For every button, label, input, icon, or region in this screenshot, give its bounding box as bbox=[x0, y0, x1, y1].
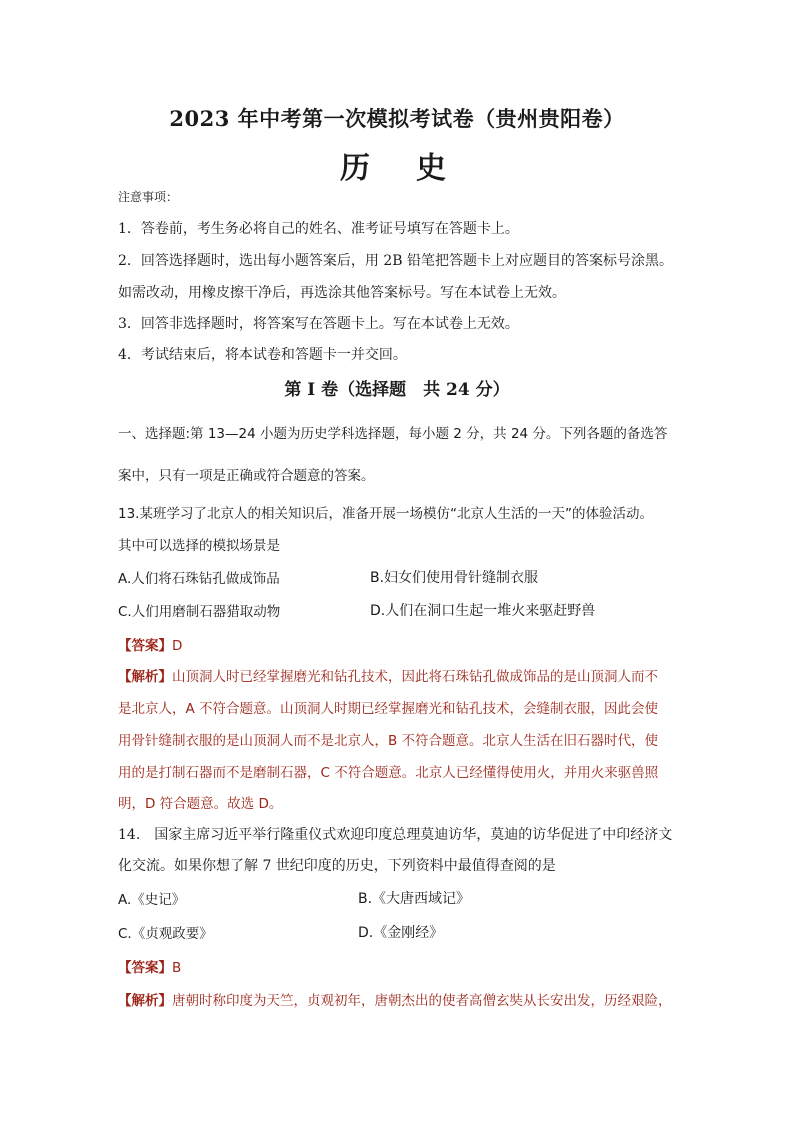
q13-option-d: D.人们在洞口生起一堆火来驱赶野兽 bbox=[370, 603, 596, 619]
section-intro: 一、选择题:第 13—24 小题为历史学科选择题，每小题 2 分，共 24 分。下列各题的备选答 bbox=[118, 426, 668, 442]
section-intro: 案中，只有一项是正确或符合题意的答案。 bbox=[118, 468, 375, 484]
exam-title: 2023 年中考第一次模拟考试卷（贵州贵阳卷） bbox=[169, 106, 625, 131]
q14-option-b: B.《大唐西域记》 bbox=[358, 891, 471, 907]
notice-item: 3．回答非选择题时，将答案写在答题卡上。写在本试卷上无效。 bbox=[118, 316, 519, 332]
q13-analysis-line: 用的是打制石器而不是磨制石器，C 不符合题意。北京人已经懂得使用火，并用火来驱兽照 bbox=[118, 765, 659, 781]
notice-heading: 注意事项： bbox=[118, 190, 179, 204]
q13-option-b: B.妇女们使用骨针缝制衣服 bbox=[370, 570, 539, 586]
subject-title: 历 史 bbox=[340, 151, 454, 186]
q13-analysis bbox=[118, 665, 658, 685]
q13-analysis-line: 明，D 符合题意。故选 D。 bbox=[118, 796, 283, 812]
analysis-tag: 【解析】 bbox=[118, 669, 172, 685]
q13-stem: 13.某班学习了北京人的相关知识后，准备开展一场模仿“北京人生活的一天”的体验活动。 bbox=[118, 506, 653, 522]
q13-option-a: A.人们将石珠钻孔做成饰品 bbox=[118, 571, 280, 587]
answer-value: B bbox=[172, 960, 182, 976]
notice-item: 如需改动，用橡皮擦干净后，再选涂其他答案标号。写在本试卷上无效。 bbox=[118, 285, 566, 301]
analysis-line: 山顶洞人时已经掌握磨光和钻孔技术，因此将石珠钻孔做成饰品的是山顶洞人而不 bbox=[172, 669, 658, 685]
notice-item: 4．考试结束后，将本试卷和答题卡一并交回。 bbox=[118, 347, 407, 363]
answer-value: D bbox=[172, 638, 183, 654]
q14-stem: 化交流。如果你想了解 7 世纪印度的历史，下列资料中最值得查阅的是 bbox=[118, 858, 556, 874]
q14-analysis bbox=[118, 989, 672, 1009]
q14-option-a: A.《史记》 bbox=[118, 892, 186, 908]
answer-tag: 【答案】 bbox=[118, 638, 172, 654]
q13-option-c: C.人们用磨制石器猎取动物 bbox=[118, 604, 281, 620]
analysis-tag: 【解析】 bbox=[118, 993, 172, 1009]
q13-analysis-line: 是北京人，A 不符合题意。山顶洞人时期已经掌握磨光和钻孔技术，会缝制衣服，因此会使 bbox=[118, 701, 659, 717]
q14-answer bbox=[118, 956, 181, 976]
q13-analysis-line: 用骨针缝制衣服的是山顶洞人而不是北京人，B 不符合题意。北京人生活在旧石器时代，使 bbox=[118, 733, 659, 749]
q13-stem: 其中可以选择的模拟场景是 bbox=[118, 538, 280, 554]
section-title: 第 I 卷（选择题 共 24 分） bbox=[284, 380, 510, 400]
analysis-line: 唐朝时称印度为天竺，贞观初年，唐朝杰出的使者高僧玄奘从长安出发，历经艰险， bbox=[172, 993, 672, 1009]
q14-option-c: C.《贞观政要》 bbox=[118, 926, 213, 942]
q14-option-d: D.《金刚经》 bbox=[358, 925, 444, 941]
q13-answer bbox=[118, 634, 182, 654]
answer-tag: 【答案】 bbox=[118, 960, 172, 976]
notice-item: 1．答卷前，考生务必将自己的姓名、准考证号填写在答题卡上。 bbox=[118, 221, 519, 237]
notice-item: 2．回答选择题时，选出每小题答案后，用 2B 铅笔把答题卡上对应题目的答案标号涂黑。 bbox=[118, 253, 674, 269]
q14-stem: 14. 国家主席习近平举行隆重仪式欢迎印度总理莫迪访华，莫迪的访华促进了中印经济文 bbox=[118, 827, 673, 843]
